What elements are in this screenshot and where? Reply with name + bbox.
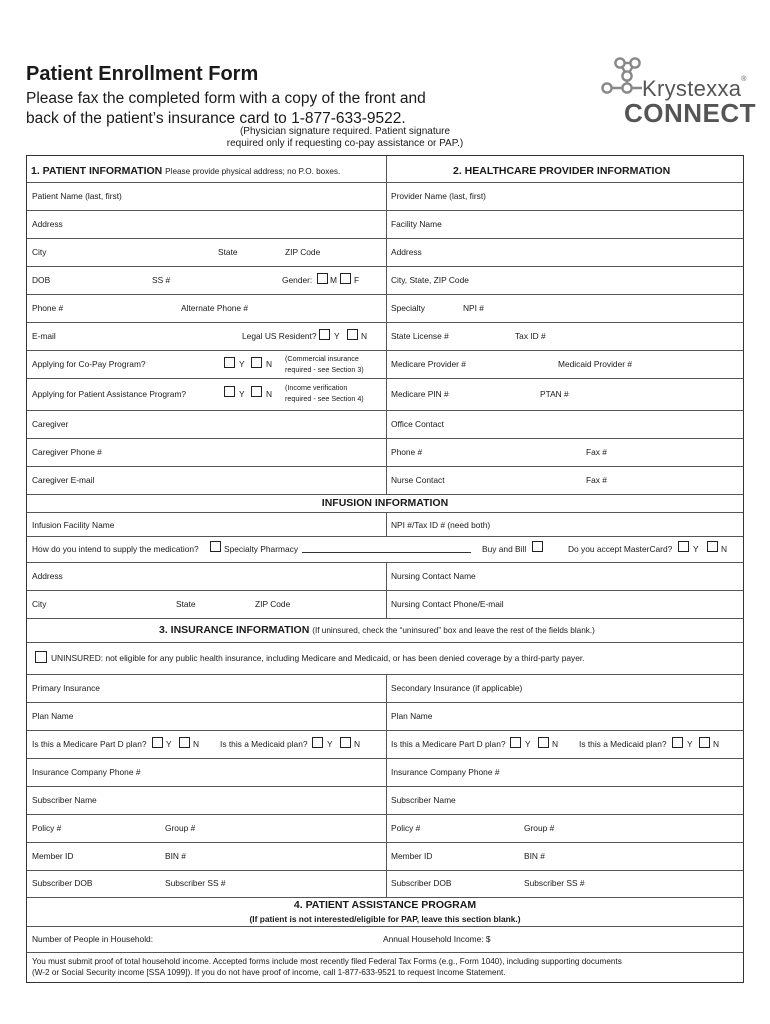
primary-member-id-field[interactable]: Member ID <box>32 851 74 861</box>
secondary-part-d-label: Is this a Medicare Part D plan? <box>391 739 506 749</box>
medicaid-provider-field[interactable]: Medicaid Provider # <box>558 359 633 369</box>
logo-connect: CONNECT <box>624 98 757 128</box>
primary-part-d-no-label: N <box>193 739 200 749</box>
pap-note: (Income verification required - see Section 4) <box>285 383 364 403</box>
nursing-contact-field[interactable]: Nursing Contact Name <box>391 571 476 581</box>
secondary-medicaid-yes-checkbox[interactable] <box>672 737 683 748</box>
primary-medicaid-yes-label: Y <box>327 739 333 749</box>
legal-resident-no-label: N <box>361 331 368 341</box>
secondary-member-id-field[interactable]: Member ID <box>391 851 433 861</box>
office-phone-field[interactable]: Phone # <box>391 447 423 457</box>
buy-bill-checkbox[interactable] <box>532 541 543 552</box>
gender-female-label: F <box>354 275 360 285</box>
primary-subscriber-dob-field[interactable]: Subscriber DOB <box>32 878 93 888</box>
secondary-part-d-yes-checkbox[interactable] <box>510 737 521 748</box>
income-proof-line-2: (W-2 or Social Security income [SSA 1099]). If you do not have proof of income, call 1-877-633-9521 to request Income Statement. <box>32 968 506 977</box>
primary-part-d-yes-label: Y <box>166 739 172 749</box>
gender-male-checkbox[interactable] <box>317 273 328 284</box>
primary-group-field[interactable]: Group # <box>165 823 196 833</box>
secondary-subscriber-dob-field[interactable]: Subscriber DOB <box>391 878 452 888</box>
form-instructions <box>26 89 426 129</box>
primary-medicaid-no-checkbox[interactable] <box>340 737 351 748</box>
medicare-pin-field[interactable]: Medicare PIN # <box>391 389 449 399</box>
insurance-info-header: 3. INSURANCE INFORMATION (If uninsured, check the “uninsured” box and leave the rest of the fields blank.) <box>159 624 595 636</box>
provider-info-header: 2. HEALTHCARE PROVIDER INFORMATION <box>453 165 671 177</box>
gender-male-label: M <box>330 275 337 285</box>
specialty-field[interactable]: Specialty <box>391 303 425 313</box>
nurse-contact-field[interactable]: Nurse Contact <box>391 475 445 485</box>
infusion-city-field[interactable]: City <box>32 599 47 609</box>
copay-no-checkbox[interactable] <box>251 357 262 368</box>
primary-part-d-no-checkbox[interactable] <box>179 737 190 748</box>
infusion-npi-tax-field[interactable]: NPI #/Tax ID # (need both) <box>391 520 491 530</box>
copay-note: (Commercial insurance required - see Section 3) <box>285 354 364 374</box>
alt-phone-field[interactable]: Alternate Phone # <box>181 303 249 313</box>
primary-medicaid-label: Is this a Medicaid plan? <box>220 739 308 749</box>
instructions-line-1: Please fax the completed form with a copy of the front and <box>26 90 426 107</box>
mastercard-no-label: N <box>721 544 728 554</box>
patient-info-header: 1. PATIENT INFORMATION Please provide physical address; no P.O. boxes. <box>31 165 341 177</box>
mastercard-label: Do you accept MasterCard? <box>568 544 673 554</box>
caregiver-phone-field[interactable]: Caregiver Phone # <box>32 447 102 457</box>
signature-note-line-2: required only if requesting co-pay assistance or PAP.) <box>226 138 464 149</box>
office-fax-field[interactable]: Fax # <box>586 447 607 457</box>
specialty-pharmacy-line[interactable] <box>302 552 471 553</box>
legal-resident-yes-label: Y <box>334 331 340 341</box>
provider-city-state-zip-field[interactable]: City, State, ZIP Code <box>391 275 469 285</box>
pap-no-label: N <box>266 389 273 399</box>
secondary-bin-field[interactable]: BIN # <box>524 851 545 861</box>
form-title: Patient Enrollment Form <box>26 63 259 85</box>
patient-address-field[interactable]: Address <box>32 219 63 229</box>
copay-no-label: N <box>266 359 273 369</box>
household-income-field[interactable]: Annual Household Income: $ <box>383 934 491 944</box>
income-proof-line-1: You must submit proof of total household income. Accepted forms include most recently filed Federal Tax Forms (e.g., Form 1040), including supporting documents <box>32 957 622 966</box>
uninsured-checkbox[interactable] <box>35 651 47 663</box>
signature-note-line-1: (Physician signature required. Patient signature <box>239 126 451 137</box>
infusion-state-field[interactable]: State <box>176 599 196 609</box>
primary-subscriber-ss-field[interactable]: Subscriber SS # <box>165 878 226 888</box>
gender-female-checkbox[interactable] <box>340 273 351 284</box>
logo-brand: Krystexxa® <box>642 76 747 101</box>
secondary-part-d-no-checkbox[interactable] <box>538 737 549 748</box>
pap-subtitle: (If patient is not interested/eligible for PAP, leave this section blank.) <box>249 914 521 924</box>
income-proof-note <box>32 956 622 978</box>
facility-name-field[interactable]: Facility Name <box>391 219 442 229</box>
primary-part-d-yes-checkbox[interactable] <box>152 737 163 748</box>
tax-id-field[interactable]: Tax ID # <box>515 331 546 341</box>
state-license-field[interactable]: State License # <box>391 331 449 341</box>
infusion-info-header: INFUSION INFORMATION <box>321 497 449 509</box>
secondary-insurance-field[interactable]: Secondary Insurance (if applicable) <box>391 683 523 693</box>
caregiver-field[interactable]: Caregiver <box>32 419 69 429</box>
infusion-facility-field[interactable]: Infusion Facility Name <box>32 520 115 530</box>
secondary-group-field[interactable]: Group # <box>524 823 555 833</box>
copay-yes-label: Y <box>239 359 245 369</box>
email-field[interactable]: E-mail <box>32 331 56 341</box>
uninsured-label: UNINSURED: not eligible for any public health insurance, including Medicare and Medicaid, or has been denied coverage by a third-party payer. <box>51 653 585 663</box>
primary-part-d-label: Is this a Medicare Part D plan? <box>32 739 147 749</box>
pap-header: 4. PATIENT ASSISTANCE PROGRAM <box>293 899 477 911</box>
secondary-part-d-no-label: N <box>552 739 559 749</box>
patient-state-field[interactable]: State <box>218 247 238 257</box>
primary-ins-phone-field[interactable]: Insurance Company Phone # <box>32 767 141 777</box>
dob-field[interactable]: DOB <box>32 275 51 285</box>
pap-label: Applying for Patient Assistance Program? <box>32 389 187 399</box>
secondary-medicaid-label: Is this a Medicaid plan? <box>579 739 667 749</box>
medicare-provider-field[interactable]: Medicare Provider # <box>391 359 466 369</box>
gender-label: Gender: <box>282 275 313 285</box>
caregiver-email-field[interactable]: Caregiver E-mail <box>32 475 95 485</box>
buy-bill-label: Buy and Bill <box>482 544 527 554</box>
primary-policy-field[interactable]: Policy # <box>32 823 62 833</box>
pap-no-checkbox[interactable] <box>251 386 262 397</box>
infusion-zip-field[interactable]: ZIP Code <box>255 599 291 609</box>
mastercard-yes-label: Y <box>693 544 699 554</box>
secondary-medicaid-no-label: N <box>713 739 720 749</box>
phone-field[interactable]: Phone # <box>32 303 64 313</box>
secondary-subscriber-ss-field[interactable]: Subscriber SS # <box>524 878 585 888</box>
nursing-phone-field[interactable]: Nursing Contact Phone/E-mail <box>391 599 504 609</box>
secondary-subscriber-name-field[interactable]: Subscriber Name <box>391 795 456 805</box>
pap-yes-label: Y <box>239 389 245 399</box>
secondary-policy-field[interactable]: Policy # <box>391 823 421 833</box>
primary-plan-name-field[interactable]: Plan Name <box>32 711 74 721</box>
ptan-field[interactable]: PTAN # <box>540 389 569 399</box>
primary-bin-field[interactable]: BIN # <box>165 851 186 861</box>
mastercard-no-checkbox[interactable] <box>707 541 718 552</box>
nurse-fax-field[interactable]: Fax # <box>586 475 607 485</box>
copay-label: Applying for Co-Pay Program? <box>32 359 146 369</box>
provider-name-field[interactable]: Provider Name (last, first) <box>391 191 486 201</box>
signature-note <box>200 126 490 150</box>
office-contact-field[interactable]: Office Contact <box>391 419 444 429</box>
secondary-medicaid-yes-label: Y <box>687 739 693 749</box>
enrollment-form-table <box>26 155 744 983</box>
legal-resident-no-checkbox[interactable] <box>347 329 358 340</box>
primary-insurance-field[interactable]: Primary Insurance <box>32 683 100 693</box>
instructions-line-2: back of the patient’s insurance card to 1-877-633-9522. <box>26 110 406 127</box>
infusion-address-field[interactable]: Address <box>32 571 63 581</box>
patient-name-field[interactable]: Patient Name (last, first) <box>32 191 122 201</box>
provider-address-field[interactable]: Address <box>391 247 422 257</box>
secondary-part-d-yes-label: Y <box>525 739 531 749</box>
legal-resident-label: Legal US Resident? <box>242 331 317 341</box>
primary-subscriber-name-field[interactable]: Subscriber Name <box>32 795 97 805</box>
mastercard-yes-checkbox[interactable] <box>678 541 689 552</box>
supply-question-label: How do you intend to supply the medication? <box>32 544 199 554</box>
secondary-plan-name-field[interactable]: Plan Name <box>391 711 433 721</box>
krystexxa-connect-logo <box>598 52 757 128</box>
patient-city-field[interactable]: City <box>32 247 47 257</box>
patient-zip-field[interactable]: ZIP Code <box>285 247 321 257</box>
legal-resident-yes-checkbox[interactable] <box>319 329 330 340</box>
ss-field[interactable]: SS # <box>152 275 171 285</box>
npi-field[interactable]: NPI # <box>463 303 484 313</box>
secondary-medicaid-no-checkbox[interactable] <box>699 737 710 748</box>
household-size-field[interactable]: Number of People in Household: <box>32 934 154 944</box>
secondary-ins-phone-field[interactable]: Insurance Company Phone # <box>391 767 500 777</box>
primary-medicaid-yes-checkbox[interactable] <box>312 737 323 748</box>
copay-yes-checkbox[interactable] <box>224 357 235 368</box>
specialty-pharmacy-label: Specialty Pharmacy <box>224 544 299 554</box>
pap-yes-checkbox[interactable] <box>224 386 235 397</box>
specialty-pharmacy-checkbox[interactable] <box>210 541 221 552</box>
primary-medicaid-no-label: N <box>354 739 361 749</box>
